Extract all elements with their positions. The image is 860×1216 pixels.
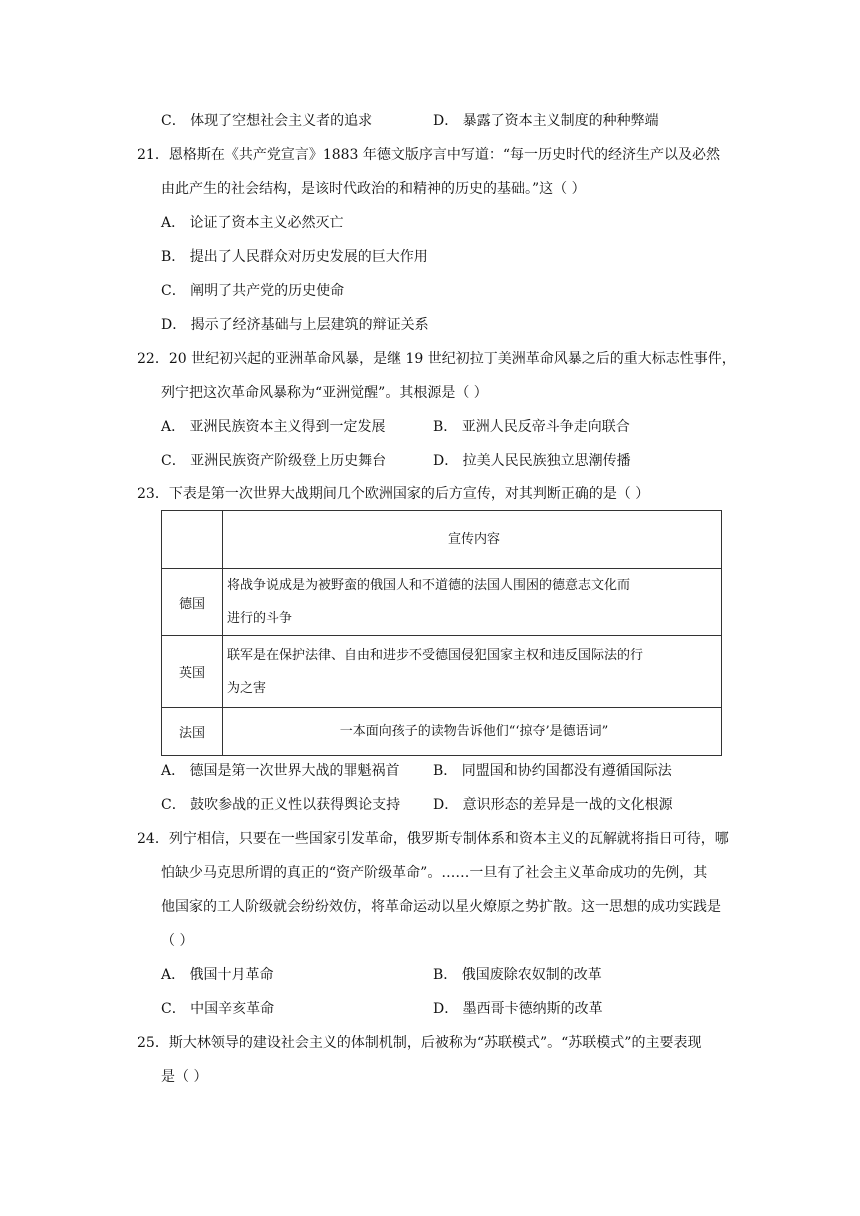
table-row (162, 569, 722, 636)
table-row (162, 708, 722, 756)
q24-stem-line3: 他国家的工人阶级就会纷纷效仿，将革命运动以星火燎原之势扩散。这一思想的成功实践是 (161, 899, 721, 915)
table-cell-line: 将战争说成是为被野蛮的俄国人和不道德的法国人围困的德意志文化而 (227, 578, 631, 593)
table-cell-line: 为之害 (227, 680, 267, 696)
q21-option-b: B． 提出了人民群众对历史发展的巨大作用 (161, 249, 428, 265)
q22-option-a: A． 亚洲民族资本主义得到一定发展 (161, 419, 386, 435)
q20-option-c: C． 体现了空想社会主义者的追求 (161, 113, 373, 129)
q21-option-d: D． 揭示了经济基础与上层建筑的辩证关系 (161, 317, 429, 333)
q22-stem-line2: 列宁把这次革命风暴称为“亚洲觉醒”。其根源是（ ） (161, 385, 488, 401)
q22-option-b: B． 亚洲人民反帝斗争走向联合 (433, 419, 630, 435)
table-header-content: 宣传内容 (223, 511, 722, 569)
q20-option-d: D． 暴露了资本主义制度的种种弊端 (433, 113, 659, 129)
q24-stem-line1: 24．列宁相信，只要在一些国家引发革命，俄罗斯专制体系和资本主义的瓦解就将指日可待，哪 (137, 831, 729, 847)
q22-option-d: D． 拉美人民民族独立思潮传播 (433, 453, 631, 469)
table-cell-line: 进行的斗争 (227, 611, 293, 626)
q21-option-c: C． 阐明了共产党的历史使命 (161, 283, 345, 299)
table-header-row (162, 511, 722, 569)
q21-stem-line2: 由此产生的社会结构，是该时代政治的和精神的历史的基础。”这（ ） (161, 181, 586, 197)
q24-option-a: A． 俄国十月革命 (161, 967, 274, 983)
q23-stem: 23．下表是第一次世界大战期间几个欧洲国家的后方宣传，对其判断正确的是（ ） (137, 486, 650, 502)
table-row (162, 636, 722, 708)
q23-option-d: D． 意识形态的差异是一战的文化根源 (433, 797, 673, 813)
q21-stem-line1: 21．恩格斯在《共产党宣言》1883 年德文版序言中写道：“每一历史时代的经济生产以及必然 (137, 147, 721, 163)
q24-stem-line4: （ ） (161, 933, 194, 949)
propaganda-table (161, 510, 722, 756)
q25-stem-line1: 25．斯大林领导的建设社会主义的体制机制，后被称为“苏联模式”。“苏联模式”的主要表现 (137, 1035, 702, 1051)
q23-option-b: B． 同盟国和协约国都没有遵循国际法 (433, 763, 672, 779)
q22-option-c: C． 亚洲民族资产阶级登上历史舞台 (161, 453, 387, 469)
table-cell-content: 一本面向孩子的读物告诉他们“‘掠夺’是德语词” (223, 708, 722, 756)
table-cell-country: 英国 (162, 636, 223, 708)
q24-option-c: C． 中国辛亥革命 (161, 1001, 275, 1017)
table-cell-line: 联军是在保护法律、自由和进步不受德国侵犯国家主权和违反国际法的行 (227, 647, 644, 663)
table-cell-country: 法国 (162, 708, 223, 756)
q23-option-c: C． 鼓吹参战的正义性以获得舆论支持 (161, 797, 401, 813)
q25-stem-line2: 是（ ） (161, 1069, 208, 1085)
table-header-empty (162, 511, 223, 569)
q22-stem-line1: 22．20 世纪初兴起的亚洲革命风暴，是继 19 世纪初拉丁美洲革命风暴之后的重大标志性事件， (137, 351, 736, 367)
q24-option-d: D． 墨西哥卡德纳斯的改革 (433, 1001, 603, 1017)
q24-stem-line2: 怕缺少马克思所谓的真正的“资产阶级革命”。……一旦有了社会主义革命成功的先例，其 (161, 865, 708, 881)
table-cell-content (223, 636, 722, 708)
q24-option-b: B． 俄国废除农奴制的改革 (433, 967, 602, 983)
table-cell-content (223, 569, 722, 636)
q21-option-a: A． 论证了资本主义必然灭亡 (161, 215, 344, 231)
table-cell-country: 德国 (162, 569, 223, 636)
q23-option-a: A． 德国是第一次世界大战的罪魁祸首 (161, 763, 400, 779)
